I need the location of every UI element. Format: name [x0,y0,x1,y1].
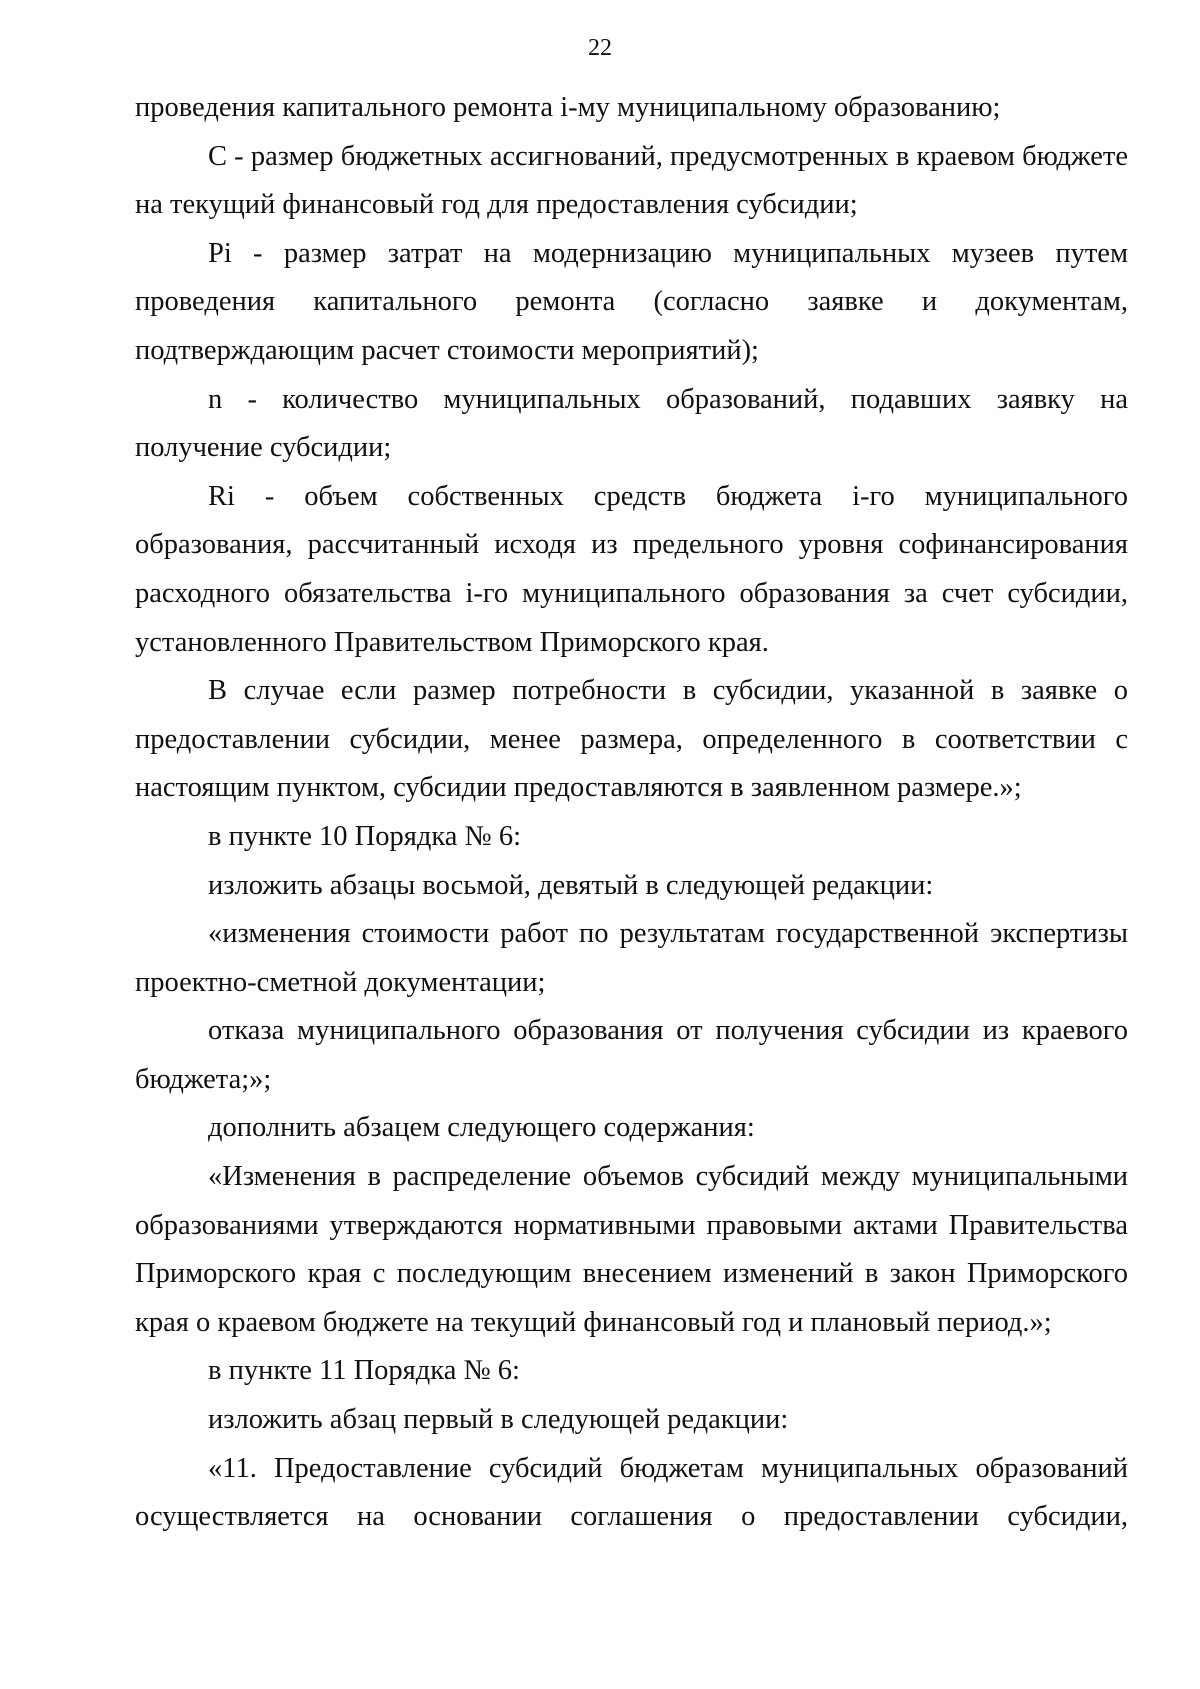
paragraph-quoted-item-11: «11. Предоставление субсидий бюджетам муниципальных образований осуществляется на основании соглашения о предоставлении субсидии, [135,1452,1128,1533]
paragraph-definition-pi: Pi - размер затрат на модернизацию муниципальных музеев путем проведения капитального ремонта (согласно заявке и документам, подтверждающим расчет стоимости мероприятий); [135,237,1128,366]
paragraph-quoted-distribution: «Изменения в распределение объемов субсидий между муниципальными образованиями утверждаются нормативными правовыми актами Правительства Приморского края с последующим внесением изменений в закон Приморского края о краевом бюджете на текущий финансовый год и плановый период.»; [135,1161,1128,1338]
paragraph-item-11-instruction: изложить абзац первый в следующей редакции: [208,1404,789,1436]
paragraph-quoted-changes: «изменения стоимости работ по результатам государственной экспертизы проектно-сметной документации; [135,918,1128,998]
paragraph-subsidy-case: В случае если размер потребности в субсидии, указанной в заявке о предоставлении субсидии, менее размера, определенного в соответствии с настоящим пунктом, субсидии предоставляются в заявленном размере.»; [135,675,1128,804]
page-number: 22 [588,35,612,61]
paragraph-definition-n: n - количество муниципальных образований, подавших заявку на получение субсидии; [135,383,1128,464]
paragraph-add-instruction: дополнить абзацем следующего содержания: [208,1112,755,1144]
paragraph-definition-ri: Ri - объем собственных средств бюджета i-го муниципального образования, рассчитанный исходя из предельного уровня софинансирования расходного обязательства i-го муниципального образования за счет субсидии, установленного Правительством Приморского края. [135,480,1128,658]
paragraph-item-10-heading: в пункте 10 Порядка № 6: [208,820,522,852]
document-body [135,84,1128,1542]
paragraph-item-11-heading: в пункте 11 Порядка № 6: [208,1355,520,1387]
paragraph-quoted-refusal: отказа муниципального образования от получения субсидии из краевого бюджета;»; [135,1015,1128,1095]
paragraph-definition-c: С - размер бюджетных ассигнований, предусмотренных в краевом бюджете на текущий финансовый год для предоставления субсидии; [135,140,1128,221]
paragraph-continuation: проведения капитального ремонта i-му муниципальному образованию; [135,92,1001,123]
paragraph-item-10-instruction: изложить абзацы восьмой, девятый в следующей редакции: [208,869,934,901]
